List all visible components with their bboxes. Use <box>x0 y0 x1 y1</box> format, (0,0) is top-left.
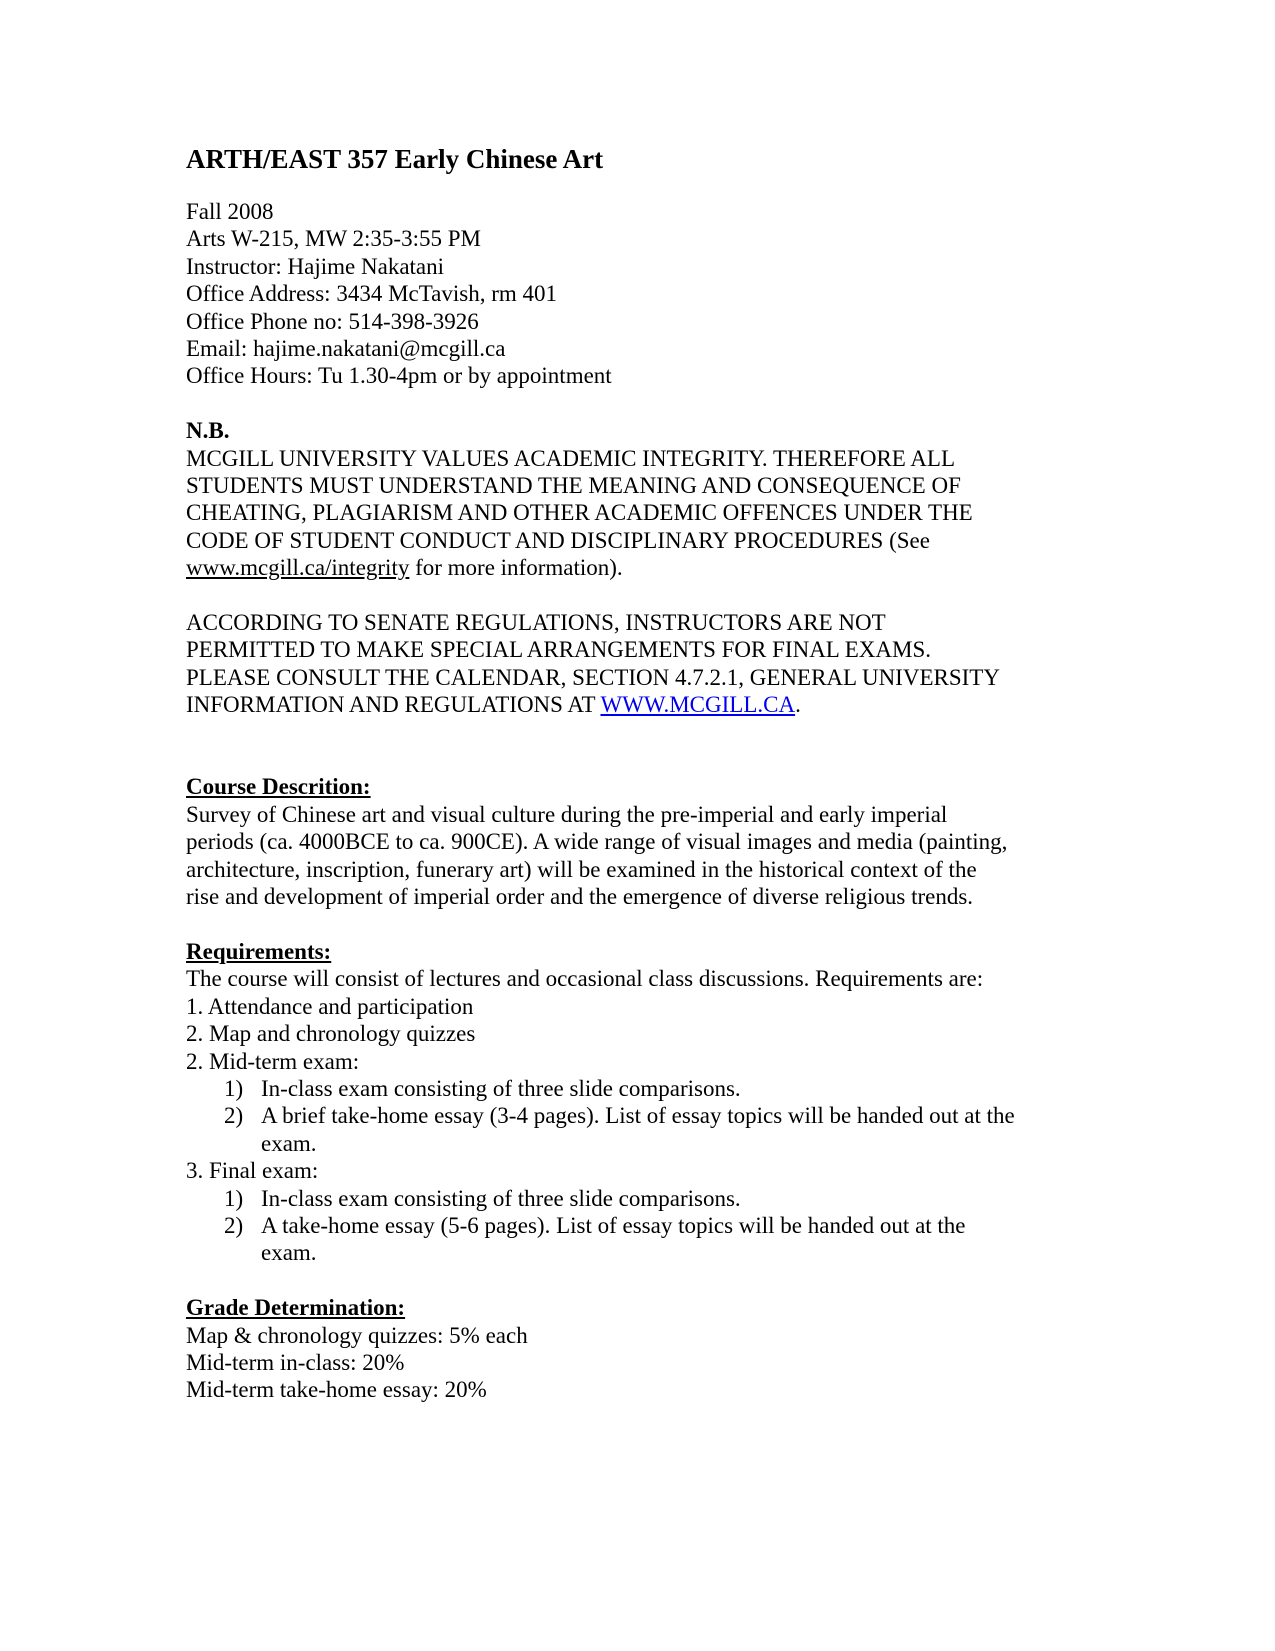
mcgill-link[interactable]: WWW.MCGILL.CA <box>600 692 796 718</box>
sub-item-text: In-class exam consisting of three slide comparisons. <box>261 1185 741 1211</box>
description-section <box>186 773 1086 910</box>
nb-text-line: MCGILL UNIVERSITY VALUES ACADEMIC INTEGRITY. THEREFORE ALL <box>186 445 956 471</box>
senate-section <box>186 609 1086 719</box>
office-phone-line: Office Phone no: 514-398-3926 <box>186 308 479 334</box>
senate-link-line <box>186 691 1086 718</box>
sub-list-item <box>186 1102 1086 1157</box>
grade-line: Mid-term in-class: 20% <box>186 1349 405 1375</box>
course-info <box>186 198 1086 390</box>
sub-list-item <box>186 1185 1086 1212</box>
course-title: ARTH/EAST 357 Early Chinese Art <box>186 144 604 174</box>
nb-text-line: CHEATING, PLAGIARISM AND OTHER ACADEMIC OFFENCES UNDER THE <box>186 500 973 526</box>
description-line: rise and development of imperial order and the emergence of diverse religious trends. <box>186 884 974 910</box>
nb-text-line: STUDENTS MUST UNDERSTAND THE MEANING AND CONSEQUENCE OF <box>186 473 961 499</box>
sub-item-number: 1) <box>224 1185 244 1211</box>
description-line: periods (ca. 4000BCE to ca. 900CE). A wide range of visual images and media (painting, <box>186 829 1008 855</box>
office-hours-line: Office Hours: Tu 1.30-4pm or by appointment <box>186 363 612 389</box>
sub-list-item <box>186 1212 1086 1267</box>
grades-section <box>186 1294 1086 1404</box>
nb-section <box>186 417 1086 581</box>
location-time-line: Arts W-215, MW 2:35-3:55 PM <box>186 226 481 252</box>
grade-line: Mid-term take-home essay: 20% <box>186 1377 487 1403</box>
senate-text-line: ACCORDING TO SENATE REGULATIONS, INSTRUCTORS ARE NOT <box>186 610 886 636</box>
description-line: Survey of Chinese art and visual culture during the pre-imperial and early imperial <box>186 801 948 827</box>
sub-item-text: A brief take-home essay (3-4 pages). List of essay topics will be handed out at the <box>261 1103 1015 1129</box>
senate-text-line: PLEASE CONSULT THE CALENDAR, SECTION 4.7.2.1, GENERAL UNIVERSITY <box>186 664 1000 690</box>
list-item: 3. Final exam: <box>186 1158 319 1184</box>
integrity-link[interactable]: www.mcgill.ca/integrity <box>186 555 410 581</box>
syllabus-page <box>186 143 1086 1404</box>
office-address-line: Office Address: 3434 McTavish, rm 401 <box>186 281 558 307</box>
senate-link-prefix: INFORMATION AND REGULATIONS AT <box>186 692 601 718</box>
nb-label: N.B. <box>186 418 230 444</box>
requirements-heading: Requirements: <box>186 938 332 964</box>
nb-text-line: CODE OF STUDENT CONDUCT AND DISCIPLINARY PROCEDURES (See <box>186 527 930 553</box>
sub-item-text: exam. <box>261 1130 317 1156</box>
sub-item-text: A take-home essay (5-6 pages). List of essay topics will be handed out at the <box>261 1212 966 1238</box>
senate-link-suffix: . <box>795 692 801 718</box>
sub-item-text: exam. <box>261 1240 317 1266</box>
sub-item-number: 2) <box>224 1212 244 1238</box>
grades-heading: Grade Determination: <box>186 1295 406 1321</box>
nb-link-suffix: for more information). <box>409 555 623 581</box>
senate-text-line: PERMITTED TO MAKE SPECIAL ARRANGEMENTS FOR FINAL EXAMS. <box>186 637 932 663</box>
grade-line: Map & chronology quizzes: 5% each <box>186 1322 528 1348</box>
sub-item-number: 1) <box>224 1075 244 1101</box>
description-heading: Course Descrition: <box>186 774 371 800</box>
sub-item-number: 2) <box>224 1103 244 1129</box>
nb-link-line <box>186 554 1086 581</box>
description-line: architecture, inscription, funerary art) will be examined in the historical context of the <box>186 856 977 882</box>
sub-list-item <box>186 1075 1086 1102</box>
sub-item-text: In-class exam consisting of three slide comparisons. <box>261 1075 741 1101</box>
requirements-intro: The course will consist of lectures and occasional class discussions. Requirements are: <box>186 966 984 992</box>
list-item: 2. Mid-term exam: <box>186 1048 360 1074</box>
email-line: Email: hajime.nakatani@mcgill.ca <box>186 336 506 362</box>
instructor-line: Instructor: Hajime Nakatani <box>186 253 445 279</box>
requirements-section <box>186 938 1086 1267</box>
term-line: Fall 2008 <box>186 199 274 224</box>
list-item: 1. Attendance and participation <box>186 993 474 1019</box>
list-item: 2. Map and chronology quizzes <box>186 1021 476 1047</box>
